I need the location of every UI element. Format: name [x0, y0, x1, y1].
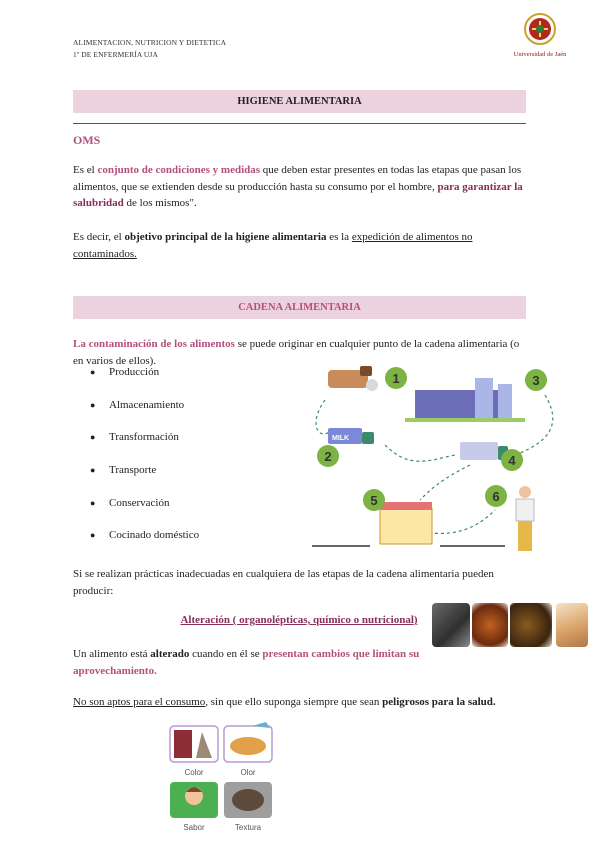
university-logo [510, 12, 570, 58]
header-degree: 1º DE ENFERMERÍA UJA [73, 50, 158, 59]
section-title-cadena: CADENA ALIMENTARIA [73, 296, 526, 319]
list-item: ● Producción [90, 366, 160, 378]
truck-cab-icon [362, 432, 374, 444]
delivery-truck-icon [460, 442, 498, 460]
stages-list [90, 366, 199, 562]
shop-awning-icon [380, 502, 432, 510]
header-course: ALIMENTACION, NUTRICION Y DIETETICA [73, 38, 227, 47]
university-name: Universidad de Jaén [513, 51, 567, 58]
list-item: ● Transformación [90, 431, 179, 444]
factory-tower-icon [475, 378, 493, 420]
spoiled-fruit-image [472, 603, 508, 647]
step-number: 4 [508, 453, 516, 468]
factory-icon [415, 390, 510, 420]
step-number: 3 [532, 373, 540, 388]
list-item: ● Cocinado doméstico [90, 529, 200, 542]
person-head-icon [519, 486, 531, 498]
university-seal-icon [523, 12, 557, 46]
divider [73, 123, 526, 124]
cake-icon [230, 737, 266, 755]
grass-strip [405, 418, 525, 422]
step-number: 6 [492, 489, 500, 504]
followup-paragraph: Si se realizan prácticas inadecuadas en cualquiera de las etapas de la cadena alimentaria pueden producir: [73, 568, 494, 597]
step-number: 5 [370, 493, 378, 508]
sense-label-taste: Sabor [183, 823, 205, 832]
person-icon [516, 499, 534, 521]
not-fit-paragraph: No son aptos para el consumo, sin que ello suponga siempre que sean peligrosos para la salud. [73, 696, 496, 708]
list-item: ● Transporte [90, 464, 157, 477]
document-header [73, 37, 226, 61]
altered-paragraph: Un alimento está alterado cuando en él se presentan cambios que limitan su aprovechamiento. [73, 648, 420, 677]
alteration-title: Alteración ( organolépticas, químico o nutricional) [180, 614, 418, 626]
step-number: 1 [392, 371, 400, 386]
moldy-food-icon [232, 789, 264, 811]
step-number: 2 [324, 449, 332, 464]
objective-paragraph: Es decir, el objetivo principal de la higiene alimentaria es la expedición de alimentos no contaminados. [73, 231, 473, 260]
spoiled-food-image [432, 603, 470, 647]
milk-label: MILK [332, 435, 350, 442]
factory-silo-icon [498, 384, 512, 420]
definition-paragraph: Es el conjunto de condiciones y medidas que deben estar presentes en todas las etapas que pasan los alimentos, que se extienden desde su producción hasta su consumo por el hombre, para garantizar la salubridad de los mismos". [73, 164, 523, 209]
sense-label-smell: Olor [240, 768, 256, 777]
shop-icon [380, 508, 432, 544]
sense-label-texture: Textura [234, 823, 262, 832]
moldy-bread-image [556, 603, 588, 647]
list-item: ● Conservación [90, 496, 170, 509]
section-title-higiene: HIGIENE ALIMENTARIA [73, 90, 526, 113]
subtitle-oms: OMS [73, 133, 101, 147]
list-item: ● Almacenamiento [90, 398, 185, 411]
food-chain-illustration [310, 360, 560, 560]
contamination-paragraph: La contaminación de los alimentos se puede originar en cualquier punto de la cadena alimentaria (o en varios de ellos). [73, 338, 520, 367]
sense-label-color: Color [184, 768, 204, 777]
spoiled-banana-image [510, 603, 552, 647]
senses-figure [166, 722, 282, 838]
meat-icon [174, 730, 192, 758]
person-legs-icon [518, 521, 532, 551]
cow-head-icon [360, 366, 372, 376]
sheep-icon [366, 379, 378, 391]
